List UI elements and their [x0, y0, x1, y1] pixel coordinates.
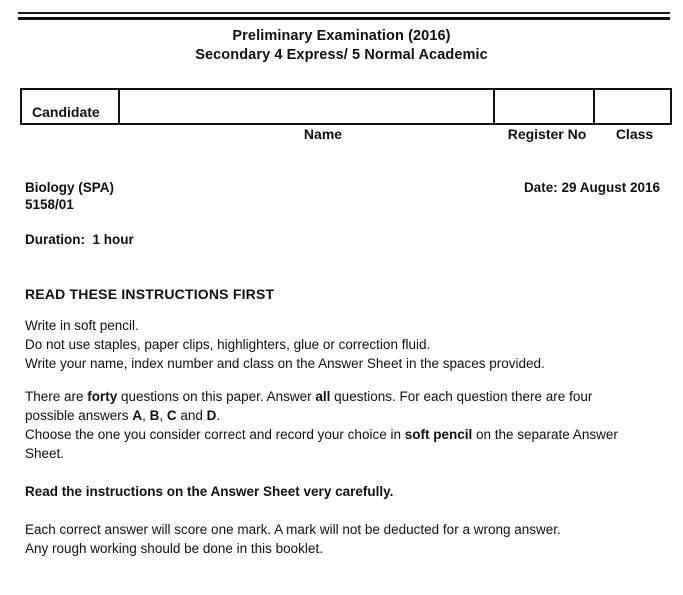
forty-text-mid-2: questions. For each question there are four possible answers: [25, 389, 593, 423]
subject-block: [25, 179, 425, 213]
exam-date: Date: 29 August 2016: [523, 180, 660, 195]
candidate-details-table: [20, 88, 672, 125]
forty-text-end: .: [216, 408, 221, 423]
exam-title-block: [0, 27, 683, 65]
forty-text-mid-1: questions on this paper. Answer: [117, 389, 316, 404]
option-sep-1: ,: [142, 408, 150, 423]
exam-title-line-1: Preliminary Examination (2016): [232, 28, 451, 44]
instructions-writing-paragraph: [25, 316, 643, 373]
subject-code: 5158/01: [25, 197, 74, 212]
instruction-line-no-staples: Do not use staples, paper clips, highlighters, glue or correction fluid.: [25, 337, 431, 352]
candidate-label: Candidate: [32, 104, 100, 120]
candidate-register-no-field[interactable]: [495, 90, 595, 123]
option-label-b: B: [149, 408, 160, 423]
choose-text-post: on the separate Answer Sheet.: [25, 427, 618, 461]
instructions-heading: READ THESE INSTRUCTIONS FIRST: [25, 286, 275, 302]
instructions-marking-paragraph: [25, 520, 643, 558]
header-double-rule: [18, 12, 670, 20]
candidate-class-field[interactable]: [595, 90, 670, 123]
option-label-c: C: [166, 408, 177, 423]
class-column-label: Class: [615, 126, 654, 142]
instruction-line-rough-working: Any rough working should be done in this booklet.: [25, 541, 323, 556]
instruction-line-write-name: Write your name, index number and class on the Answer Sheet in the spaces provided.: [25, 356, 545, 371]
header-rule-bottom: [18, 17, 670, 20]
exam-title-line-2: Secondary 4 Express/ 5 Normal Academic: [195, 47, 488, 63]
name-column-label: Name: [303, 126, 343, 142]
instruction-line-marks: Each correct answer will score one mark. A mark will not be deducted for a wrong answer.: [25, 522, 561, 537]
option-label-d: D: [206, 408, 217, 423]
instruction-line-write-pencil: Write in soft pencil.: [25, 318, 139, 333]
instruction-line-choose: [25, 425, 643, 463]
register-no-column-label: Register No: [507, 126, 587, 142]
option-label-a: A: [132, 408, 143, 423]
option-sep-2: ,: [159, 408, 167, 423]
choose-bold-soft-pencil: soft pencil: [404, 427, 473, 442]
subject-name: Biology (SPA): [25, 180, 114, 195]
exam-date-block: [380, 179, 660, 196]
exam-duration: Duration: 1 hour: [25, 232, 134, 247]
candidate-table-column-labels: [20, 125, 672, 145]
option-sep-3: and: [176, 408, 207, 423]
candidate-name-field[interactable]: [120, 90, 495, 123]
forty-bold-count: forty: [87, 389, 118, 404]
choose-text-pre: Choose the one you consider correct and record your choice in: [25, 427, 405, 442]
forty-text-pre: There are: [25, 389, 88, 404]
forty-bold-all: all: [315, 389, 331, 404]
instructions-questions-paragraph: [25, 387, 643, 463]
candidate-label-cell: [22, 90, 120, 123]
instructions-answer-sheet-warning: Read the instructions on the Answer Sheet very carefully.: [25, 484, 394, 499]
exam-duration-block: [25, 231, 134, 248]
